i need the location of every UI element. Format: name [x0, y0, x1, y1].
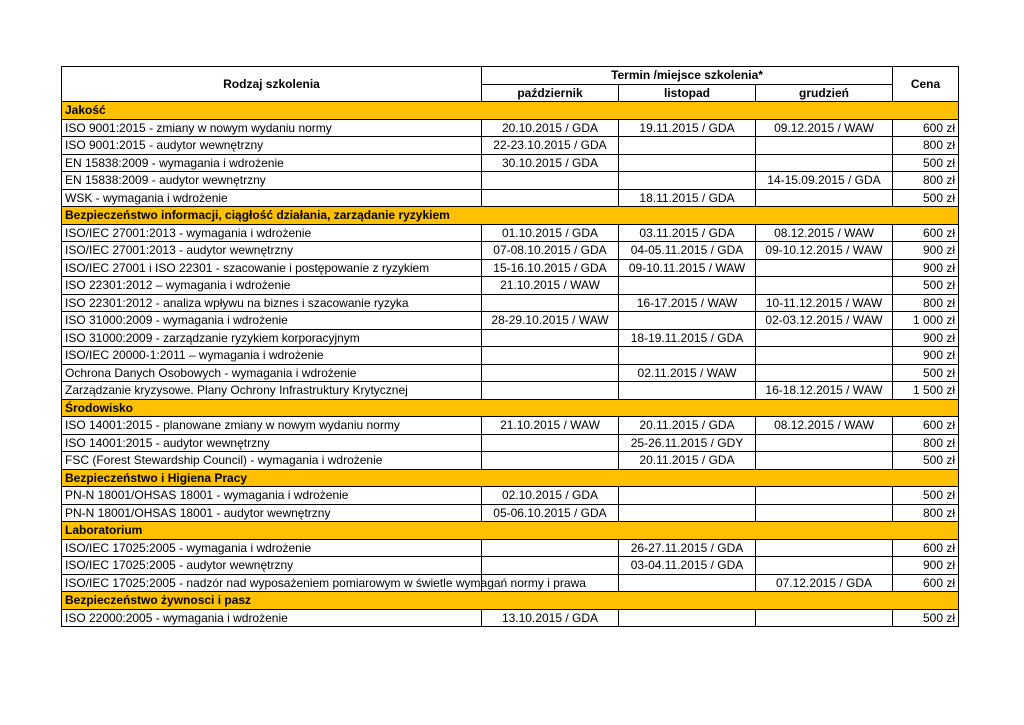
november-term	[619, 382, 756, 400]
november-term: 19.11.2015 / GDA	[619, 119, 756, 137]
october-term	[482, 452, 619, 470]
section-header-row	[62, 469, 959, 487]
november-term	[619, 277, 756, 295]
course-row	[62, 417, 959, 435]
december-term	[756, 277, 893, 295]
course-row	[62, 504, 959, 522]
section-title: Bezpieczeństwo i Higiena Pracy	[62, 469, 959, 487]
course-row	[62, 539, 959, 557]
month-october-header: październik	[482, 84, 619, 102]
course-price: 500 zł	[893, 154, 959, 172]
section-title: Środowisko	[62, 399, 959, 417]
october-term: 28-29.10.2015 / WAW	[482, 312, 619, 330]
october-term	[482, 434, 619, 452]
december-term	[756, 609, 893, 627]
course-price: 600 zł	[893, 574, 959, 592]
course-row	[62, 434, 959, 452]
course-name: EN 15838:2009 - audytor wewnętrzny	[62, 172, 482, 190]
course-row	[62, 224, 959, 242]
course-name: ISO 22301:2012 – wymagania i wdrożenie	[62, 277, 482, 295]
december-term: 02-03.12.2015 / WAW	[756, 312, 893, 330]
course-name: ISO/IEC 27001:2013 - audytor wewnętrzny	[62, 242, 482, 260]
schedule-body	[62, 102, 959, 627]
course-name: ISO/IEC 27001:2013 - wymagania i wdrożenie	[62, 224, 482, 242]
october-term: 22-23.10.2015 / GDA	[482, 137, 619, 155]
course-row	[62, 154, 959, 172]
course-row	[62, 242, 959, 260]
course-row	[62, 294, 959, 312]
october-term: 15-16.10.2015 / GDA	[482, 259, 619, 277]
course-row	[62, 609, 959, 627]
october-term: 05-06.10.2015 / GDA	[482, 504, 619, 522]
october-term: 21.10.2015 / WAW	[482, 277, 619, 295]
course-price: 500 zł	[893, 487, 959, 505]
december-term	[756, 504, 893, 522]
course-price: 900 zł	[893, 259, 959, 277]
course-name: ISO 22000:2005 - wymagania i wdrożenie	[62, 609, 482, 627]
november-term: 16-17.2015 / WAW	[619, 294, 756, 312]
course-row	[62, 189, 959, 207]
training-schedule-table	[61, 66, 959, 627]
december-term	[756, 329, 893, 347]
course-row	[62, 557, 959, 575]
november-term: 02.11.2015 / WAW	[619, 364, 756, 382]
october-term	[482, 364, 619, 382]
december-term: 08.12.2015 / WAW	[756, 224, 893, 242]
december-term: 14-15.09.2015 / GDA	[756, 172, 893, 190]
section-title: Bezpieczeństwo informacji, ciągłość działania, zarządanie ryzykiem	[62, 207, 959, 225]
december-term	[756, 364, 893, 382]
course-price: 800 zł	[893, 294, 959, 312]
course-row	[62, 137, 959, 155]
october-term	[482, 347, 619, 365]
course-price: 900 zł	[893, 347, 959, 365]
course-name: ISO 31000:2009 - wymagania i wdrożenie	[62, 312, 482, 330]
course-price: 500 zł	[893, 452, 959, 470]
december-term	[756, 452, 893, 470]
course-row	[62, 277, 959, 295]
december-term	[756, 347, 893, 365]
course-row	[62, 172, 959, 190]
course-price: 1 500 zł	[893, 382, 959, 400]
november-term	[619, 312, 756, 330]
october-term	[482, 189, 619, 207]
section-title: Jakość	[62, 102, 959, 120]
october-term	[482, 539, 619, 557]
course-name: ISO 9001:2015 - audytor wewnętrzny	[62, 137, 482, 155]
course-row	[62, 312, 959, 330]
december-term: 09-10.12.2015 / WAW	[756, 242, 893, 260]
course-price: 800 zł	[893, 504, 959, 522]
course-row	[62, 347, 959, 365]
november-term	[619, 574, 756, 592]
course-price: 900 zł	[893, 557, 959, 575]
december-term: 08.12.2015 / WAW	[756, 417, 893, 435]
section-header-row	[62, 207, 959, 225]
course-name: ISO 14001:2015 - audytor wewnętrzny	[62, 434, 482, 452]
october-term	[482, 557, 619, 575]
course-name: EN 15838:2009 - wymagania i wdrożenie	[62, 154, 482, 172]
course-price: 600 zł	[893, 119, 959, 137]
november-term: 20.11.2015 / GDA	[619, 452, 756, 470]
course-row	[62, 329, 959, 347]
course-name: FSC (Forest Stewardship Council) - wymagania i wdrożenie	[62, 452, 482, 470]
course-name: ISO 31000:2009 - zarządzanie ryzykiem korporacyjnym	[62, 329, 482, 347]
october-term	[482, 172, 619, 190]
course-price: 600 zł	[893, 224, 959, 242]
october-term: 20.10.2015 / GDA	[482, 119, 619, 137]
course-row	[62, 259, 959, 277]
december-term: 07.12.2015 / GDA	[756, 574, 893, 592]
course-row	[62, 364, 959, 382]
month-december-header: grudzień	[756, 84, 893, 102]
october-term: 02.10.2015 / GDA	[482, 487, 619, 505]
december-term	[756, 539, 893, 557]
course-price: 500 zł	[893, 189, 959, 207]
november-term: 20.11.2015 / GDA	[619, 417, 756, 435]
section-header-row	[62, 399, 959, 417]
course-price: 800 zł	[893, 172, 959, 190]
december-term	[756, 487, 893, 505]
october-term	[482, 294, 619, 312]
course-row	[62, 574, 959, 592]
december-term	[756, 154, 893, 172]
october-term: 07-08.10.2015 / GDA	[482, 242, 619, 260]
december-term: 09.12.2015 / WAW	[756, 119, 893, 137]
section-title: Laboratorium	[62, 522, 959, 540]
course-row	[62, 487, 959, 505]
course-name: PN-N 18001/OHSAS 18001 - audytor wewnętrzny	[62, 504, 482, 522]
december-term: 16-18.12.2015 / WAW	[756, 382, 893, 400]
header-row	[62, 67, 959, 85]
course-price: 900 zł	[893, 329, 959, 347]
course-price: 1 000 zł	[893, 312, 959, 330]
course-row	[62, 452, 959, 470]
october-term: 21.10.2015 / WAW	[482, 417, 619, 435]
course-name: WSK - wymagania i wdrożenie	[62, 189, 482, 207]
course-price: 900 zł	[893, 242, 959, 260]
november-term	[619, 609, 756, 627]
october-term	[482, 382, 619, 400]
december-term	[756, 189, 893, 207]
october-term	[482, 329, 619, 347]
december-term: 10-11.12.2015 / WAW	[756, 294, 893, 312]
course-price: 500 zł	[893, 364, 959, 382]
course-name: Zarządzanie kryzysowe. Plany Ochrony Infrastruktury Krytycznej	[62, 382, 482, 400]
course-name: ISO 14001:2015 - planowane zmiany w nowym wydaniu normy	[62, 417, 482, 435]
november-term	[619, 137, 756, 155]
course-price: 600 zł	[893, 417, 959, 435]
section-title: Bezpieczeństwo żywnosci i pasz	[62, 592, 959, 610]
october-term: 13.10.2015 / GDA	[482, 609, 619, 627]
december-term	[756, 557, 893, 575]
section-header-row	[62, 102, 959, 120]
course-name: PN-N 18001/OHSAS 18001 - wymagania i wdrożenie	[62, 487, 482, 505]
november-term: 03-04.11.2015 / GDA	[619, 557, 756, 575]
october-term: 30.10.2015 / GDA	[482, 154, 619, 172]
course-name: ISO/IEC 20000-1:2011 – wymagania i wdrożenie	[62, 347, 482, 365]
course-name: ISO/IEC 17025:2005 - audytor wewnętrzny	[62, 557, 482, 575]
november-term: 03.11.2015 / GDA	[619, 224, 756, 242]
november-term	[619, 504, 756, 522]
month-november-header: listopad	[619, 84, 756, 102]
november-term: 25-26.11.2015 / GDY	[619, 434, 756, 452]
december-term	[756, 434, 893, 452]
november-term: 18-19.11.2015 / GDA	[619, 329, 756, 347]
course-type-header: Rodzaj szkolenia	[62, 67, 482, 102]
course-name: ISO/IEC 17025:2005 - wymagania i wdrożenie	[62, 539, 482, 557]
november-term: 09-10.11.2015 / WAW	[619, 259, 756, 277]
course-price: 800 zł	[893, 434, 959, 452]
november-term: 18.11.2015 / GDA	[619, 189, 756, 207]
november-term	[619, 487, 756, 505]
term-place-header: Termin /miejsce szkolenia*	[482, 67, 893, 85]
course-row	[62, 119, 959, 137]
course-price: 500 zł	[893, 609, 959, 627]
november-term	[619, 172, 756, 190]
course-row	[62, 382, 959, 400]
section-header-row	[62, 522, 959, 540]
course-name: ISO/IEC 17025:2005 - nadzór nad wyposażeniem pomiarowym w świetle wymagań normy i prawa	[62, 574, 482, 592]
course-name: ISO/IEC 27001 i ISO 22301 - szacowanie i postępowanie z ryzykiem	[62, 259, 482, 277]
course-name: ISO 9001:2015 - zmiany w nowym wydaniu normy	[62, 119, 482, 137]
course-price: 600 zł	[893, 539, 959, 557]
october-term: 01.10.2015 / GDA	[482, 224, 619, 242]
section-header-row	[62, 592, 959, 610]
course-price: 800 zł	[893, 137, 959, 155]
december-term	[756, 259, 893, 277]
course-name: Ochrona Danych Osobowych - wymagania i wdrożenie	[62, 364, 482, 382]
november-term: 26-27.11.2015 / GDA	[619, 539, 756, 557]
course-price: 500 zł	[893, 277, 959, 295]
november-term: 04-05.11.2015 / GDA	[619, 242, 756, 260]
price-header: Cena	[893, 67, 959, 102]
november-term	[619, 154, 756, 172]
november-term	[619, 347, 756, 365]
december-term	[756, 137, 893, 155]
course-name: ISO 22301:2012 - analiza wpływu na biznes i szacowanie ryzyka	[62, 294, 482, 312]
